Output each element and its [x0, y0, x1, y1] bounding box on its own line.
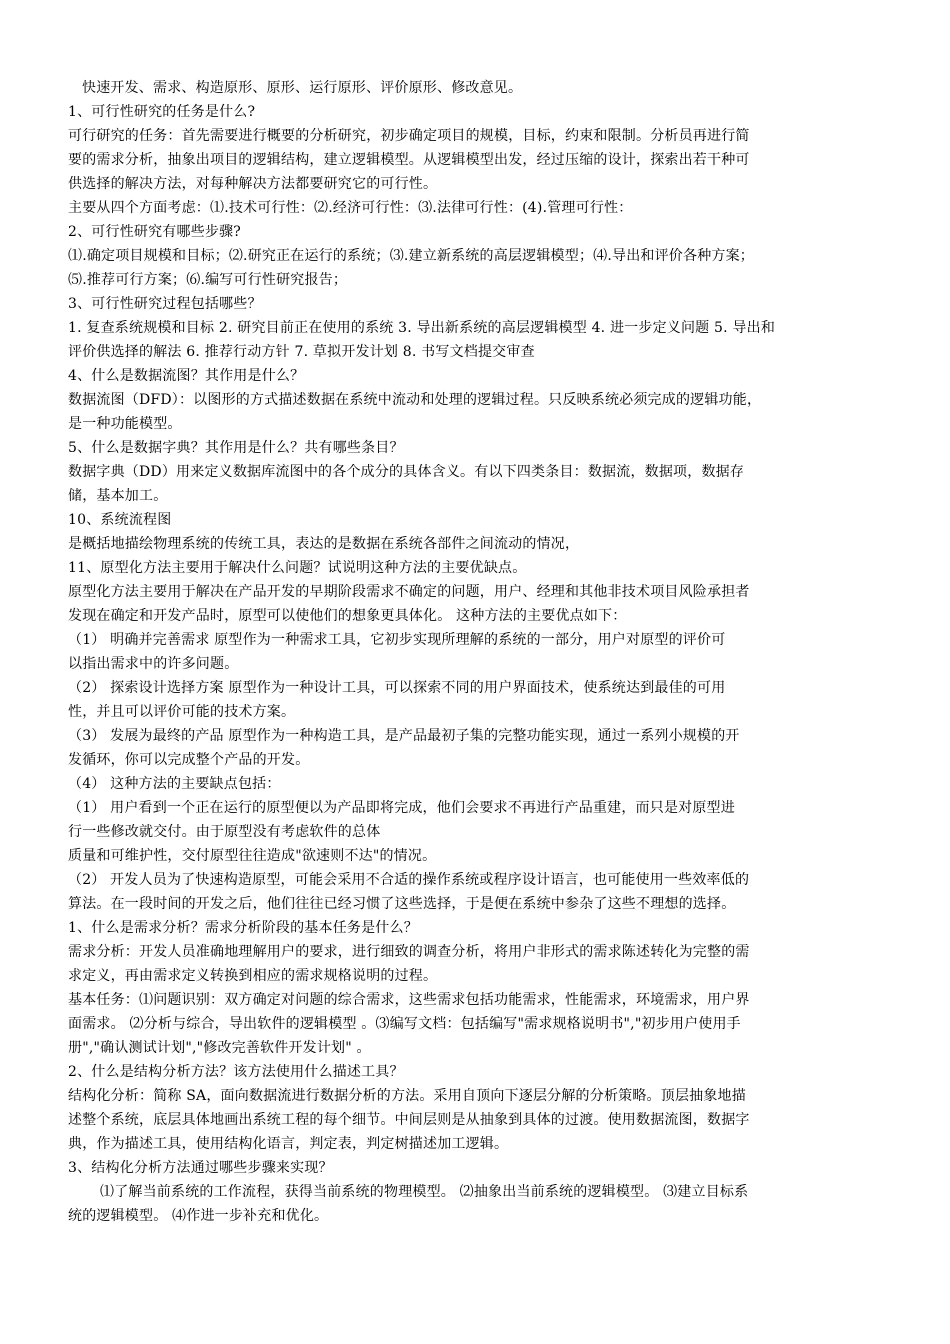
- text-line: 快速开发、需求、构造原形、原形、运行原形、评价原形、修改意见。: [82, 80, 523, 96]
- text-line: 可行研究的任务：首先需要进行概要的分析研究，初步确定项目的规模，目标，约束和限制。分析员再进行简: [68, 128, 750, 144]
- text-line: （3） 发展为最终的产品 原型作为一种构造工具，是产品最初子集的完整功能实现，通过一系列小规模的开: [68, 728, 740, 744]
- text-line: 求定义，再由需求定义转换到相应的需求规格说明的过程。: [68, 968, 438, 984]
- text-line: 原型化方法主要用于解决在产品开发的早期阶段需求不确定的问题，用户、经理和其他非技术项目风险承担者: [68, 584, 750, 600]
- question-heading: 4、什么是数据流图？其作用是什么？: [68, 368, 305, 384]
- text-line: 行一些修改就交付。由于原型没有考虑软件的总体: [68, 824, 381, 840]
- text-line: 以指出需求中的许多问题。: [68, 656, 239, 672]
- text-line: 是概括地描绘物理系统的传统工具，表达的是数据在系统各部件之间流动的情况，: [68, 536, 580, 552]
- text-line: 是一种功能模型。: [68, 416, 182, 432]
- text-line: 面需求。 ⑵分析与综合，导出软件的逻辑模型 。⑶编写文档：包括编写"需求规格说明书","初步用户使用手: [68, 1016, 741, 1032]
- text-line: 储，基本加工。: [68, 488, 168, 504]
- text-line: 质量和可维护性，交付原型往往造成"欲速则不达"的情况。: [68, 848, 437, 864]
- text-line: （4） 这种方法的主要缺点包括：: [68, 776, 281, 792]
- text-line: ⑴.确定项目规模和目标；⑵.研究正在运行的系统；⑶.建立新系统的高层逻辑模型；⑷.导出和评价各种方案；: [68, 248, 754, 264]
- question-heading: 3、结构化分析方法通过哪些步骤来实现？: [68, 1160, 333, 1176]
- text-line: （2） 开发人员为了快速构造原型，可能会采用不合适的操作系统或程序设计语言，也可能使用一些效率低的: [68, 872, 750, 888]
- text-line: 数据流图（DFD）：以图形的方式描述数据在系统中流动和处理的逻辑过程。只反映系统必须完成的逻辑功能，: [68, 392, 762, 408]
- text-line: 1. 复查系统规模和目标 2. 研究目前正在使用的系统 3. 导出新系统的高层逻辑模型 4. 进一步定义问题 5. 导出和: [68, 320, 776, 336]
- text-line: 主要从四个方面考虑：⑴.技术可行性：⑵.经济可行性：⑶.法律可行性：(4).管理可行性：: [68, 200, 633, 216]
- text-line: 统的逻辑模型。 ⑷作进一步补充和优化。: [68, 1208, 329, 1224]
- question-heading: 1、可行性研究的任务是什么?: [68, 104, 256, 120]
- text-line: 需求分析：开发人员准确地理解用户的要求，进行细致的调查分析，将用户非形式的需求陈述转化为完整的需: [68, 944, 750, 960]
- question-heading: 2、可行性研究有哪些步骤?: [68, 224, 242, 240]
- text-line: 述整个系统，底层具体地画出系统工程的每个细节。中间层则是从抽象到具体的过渡。使用数据流图，数据字: [68, 1112, 750, 1128]
- text-line: ⑸.推荐可行方案；⑹.编写可行性研究报告；: [68, 272, 348, 288]
- text-line: 册","确认测试计划","修改完善软件开发计划" 。: [68, 1040, 371, 1056]
- text-line: 供选择的解决方法，对每种解决方法都要研究它的可行性。: [68, 176, 438, 192]
- text-line: 评价供选择的解法 6. 推荐行动方针 7. 草拟开发计划 8. 书写文档提交审查: [68, 344, 535, 360]
- question-heading: 5、什么是数据字典？其作用是什么？共有哪些条目？: [68, 440, 404, 456]
- text-line: 基本任务：⑴问题识别：双方确定对问题的综合需求，这些需求包括功能需求，性能需求，环境需求，用户界: [68, 992, 750, 1008]
- question-heading: 3、可行性研究过程包括哪些？: [68, 296, 262, 312]
- text-line: （1） 用户看到一个正在运行的原型便以为产品即将完成，他们会要求不再进行产品重建，而只是对原型进: [68, 800, 735, 816]
- text-line: 结构化分析：简称 SA，面向数据流进行数据分析的方法。采用自顶向下逐层分解的分析策略。顶层抽象地描: [68, 1088, 746, 1104]
- question-heading: 10、系统流程图: [68, 512, 172, 528]
- text-line: 数据字典（DD）用来定义数据库流图中的各个成分的具体含义。有以下四类条目：数据流，数据项，数据存: [68, 464, 745, 480]
- text-line: 算法。在一段时间的开发之后，他们往往已经习惯了这些选择，于是便在系统中参杂了这些不理想的选择。: [68, 896, 736, 912]
- text-line: 性，并且可以评价可能的技术方案。: [68, 704, 296, 720]
- question-heading: 2、什么是结构分析方法？该方法使用什么描述工具？: [68, 1064, 404, 1080]
- question-heading: 1、什么是需求分析？需求分析阶段的基本任务是什么？: [68, 920, 418, 936]
- text-line: 要的需求分析，抽象出项目的逻辑结构，建立逻辑模型。从逻辑模型出发，经过压缩的设计，探索出若干种可: [68, 152, 750, 168]
- text-line: 典，作为描述工具，使用结构化语言，判定表，判定树描述加工逻辑。: [68, 1136, 509, 1152]
- text-line: 发循环，你可以完成整个产品的开发。: [68, 752, 310, 768]
- text-line: （2） 探索设计选择方案 原型作为一种设计工具，可以探索不同的用户界面技术，使系统达到最佳的可用: [68, 680, 726, 696]
- question-heading: 11、原型化方法主要用于解决什么问题？试说明这种方法的主要优缺点。: [68, 560, 527, 576]
- text-line: 发现在确定和开发产品时，原型可以使他们的想象更具体化。 这种方法的主要优点如下：: [68, 608, 627, 624]
- text-line: ⑴了解当前系统的工作流程，获得当前系统的物理模型。 ⑵抽象出当前系统的逻辑模型。 ⑶建立目标系: [100, 1184, 749, 1200]
- text-line: （1） 明确并完善需求 原型作为一种需求工具，它初步实现所理解的系统的一部分，用户对原型的评价可: [68, 632, 726, 648]
